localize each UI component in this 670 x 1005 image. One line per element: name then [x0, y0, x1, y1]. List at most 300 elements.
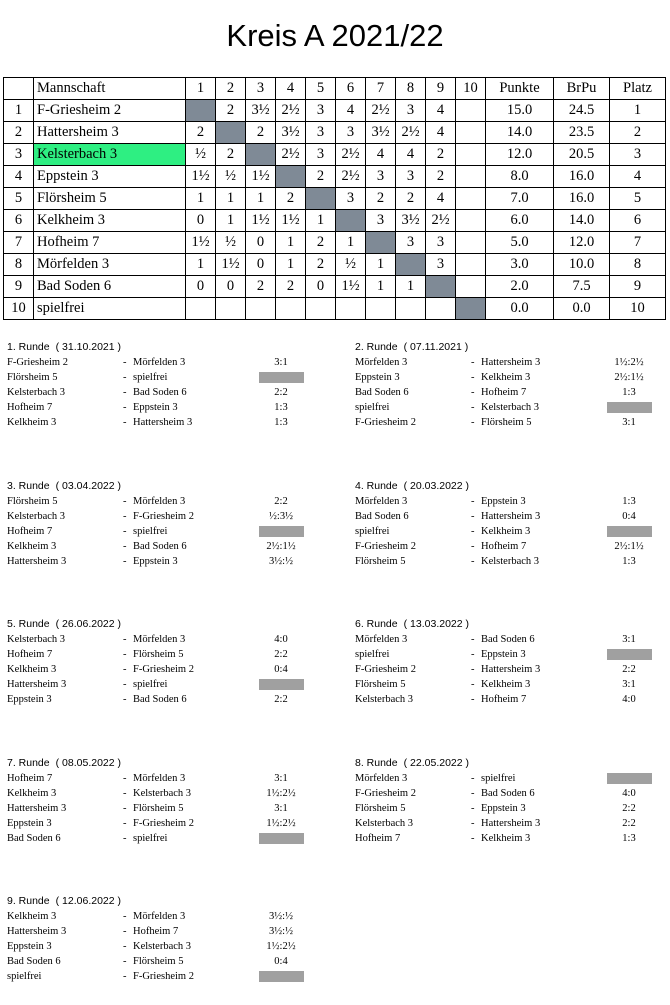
round-block: [355, 617, 665, 707]
game-row: [355, 509, 665, 524]
points-cell: 8.0: [486, 166, 554, 188]
board-points-cell: 12.0: [554, 232, 610, 254]
row-number: 6: [4, 210, 34, 232]
guest-team: Flörsheim 5: [133, 803, 184, 814]
score: 2:2: [274, 694, 288, 705]
bye-bar: [259, 526, 304, 537]
score: 0:4: [274, 956, 288, 967]
separator: -: [123, 694, 127, 705]
score: 2½:1½: [614, 541, 644, 552]
result-cell: 2½: [366, 100, 396, 122]
diagonal-cell: [186, 100, 216, 122]
score: 3½:½: [269, 911, 293, 922]
result-cell: [456, 166, 486, 188]
guest-team: Kelkheim 3: [481, 833, 531, 844]
game-row: [355, 539, 665, 554]
guest-team: Mörfelden 3: [133, 911, 186, 922]
round-date: ( 20.03.2022 ): [403, 480, 470, 492]
round-label: 2. Runde: [355, 341, 398, 353]
row-number: 4: [4, 166, 34, 188]
score: 3:1: [622, 634, 636, 645]
round-date: ( 22.05.2022 ): [403, 757, 470, 769]
home-team: F-Griesheim 2: [355, 664, 416, 675]
round-title: [355, 617, 665, 632]
round-label: 1. Runde: [7, 341, 50, 353]
page-title: Kreis A 2021/22: [226, 18, 444, 53]
separator: -: [123, 818, 127, 829]
result-cell: 4: [426, 188, 456, 210]
guest-team: Hofheim 7: [481, 694, 527, 705]
result-cell: [456, 232, 486, 254]
round-label: 5. Runde: [7, 618, 50, 630]
diagonal-cell: [426, 276, 456, 298]
header-cell: 4: [276, 78, 306, 100]
score: 4:0: [622, 694, 636, 705]
header-cell: 6: [336, 78, 366, 100]
result-cell: 1: [306, 210, 336, 232]
home-team: Kelkheim 3: [7, 541, 57, 552]
separator: -: [123, 634, 127, 645]
round-block: [7, 617, 317, 707]
game-row: [355, 786, 665, 801]
separator: -: [123, 541, 127, 552]
round-title: [355, 479, 665, 494]
points-cell: 2.0: [486, 276, 554, 298]
rank-cell: 3: [610, 144, 666, 166]
result-cell: 1: [216, 210, 246, 232]
round-block: [355, 479, 665, 569]
score: 3½:½: [269, 926, 293, 937]
header-cell: 5: [306, 78, 336, 100]
game-row: [355, 554, 665, 569]
result-cell: [336, 298, 366, 320]
result-cell: [396, 298, 426, 320]
result-cell: ½: [216, 232, 246, 254]
team-name: spielfrei: [34, 298, 186, 320]
result-cell: 4: [396, 144, 426, 166]
guest-team: Mörfelden 3: [133, 634, 186, 645]
round-date: ( 31.10.2021 ): [55, 341, 122, 353]
rank-cell: 8: [610, 254, 666, 276]
separator: -: [471, 694, 475, 705]
points-cell: 12.0: [486, 144, 554, 166]
separator: -: [123, 911, 127, 922]
header-cell: Punkte: [486, 78, 554, 100]
table-row: [4, 122, 666, 144]
header-cell: 10: [456, 78, 486, 100]
result-cell: [216, 298, 246, 320]
home-team: spielfrei: [7, 971, 42, 982]
header-cell: Mannschaft: [34, 78, 186, 100]
separator: -: [123, 941, 127, 952]
home-team: Hattersheim 3: [7, 803, 67, 814]
separator: -: [123, 788, 127, 799]
bye-bar: [607, 773, 652, 784]
points-cell: 3.0: [486, 254, 554, 276]
result-cell: 2: [426, 166, 456, 188]
score: 2:2: [622, 803, 636, 814]
guest-team: F-Griesheim 2: [133, 664, 194, 675]
result-cell: 1: [276, 254, 306, 276]
result-cell: 2: [246, 276, 276, 298]
game-row: [7, 554, 317, 569]
guest-team: Kelsterbach 3: [481, 402, 540, 413]
result-cell: 0: [306, 276, 336, 298]
rank-cell: 2: [610, 122, 666, 144]
table-row: [4, 276, 666, 298]
rank-cell: 5: [610, 188, 666, 210]
score: 3½:½: [269, 556, 293, 567]
result-cell: 3½: [276, 122, 306, 144]
separator: -: [471, 803, 475, 814]
result-cell: [426, 298, 456, 320]
result-cell: 0: [246, 232, 276, 254]
result-cell: 1: [186, 254, 216, 276]
score: 3:1: [274, 357, 288, 368]
game-row: [355, 524, 665, 539]
result-cell: 1: [246, 188, 276, 210]
home-team: Kelkheim 3: [7, 417, 57, 428]
bye-bar: [607, 649, 652, 660]
round-block: [7, 756, 317, 846]
result-cell: [276, 298, 306, 320]
game-row: [7, 662, 317, 677]
guest-team: Hattersheim 3: [133, 417, 193, 428]
home-team: spielfrei: [355, 649, 390, 660]
game-row: [7, 494, 317, 509]
separator: -: [471, 387, 475, 398]
rank-cell: 1: [610, 100, 666, 122]
score: 1:3: [622, 556, 636, 567]
round-label: 7. Runde: [7, 757, 50, 769]
home-team: Flörsheim 5: [7, 496, 58, 507]
diagonal-cell: [246, 144, 276, 166]
result-cell: 4: [336, 100, 366, 122]
bye-bar: [259, 372, 304, 383]
table-row: [4, 166, 666, 188]
round-title: [355, 340, 665, 355]
home-team: Bad Soden 6: [7, 833, 61, 844]
game-row: [7, 632, 317, 647]
result-cell: 1: [336, 232, 366, 254]
separator: -: [123, 357, 127, 368]
score: 3:1: [622, 417, 636, 428]
header-cell: [4, 78, 34, 100]
score: 1½:2½: [614, 357, 644, 368]
guest-team: Eppstein 3: [133, 556, 178, 567]
guest-team: Hofheim 7: [481, 387, 527, 398]
diagonal-cell: [366, 232, 396, 254]
result-cell: 3: [426, 254, 456, 276]
separator: -: [123, 649, 127, 660]
bye-bar: [607, 402, 652, 413]
row-number: 5: [4, 188, 34, 210]
separator: -: [471, 773, 475, 784]
home-team: F-Griesheim 2: [355, 788, 416, 799]
game-row: [7, 801, 317, 816]
result-cell: 2: [276, 188, 306, 210]
game-row: [355, 415, 665, 430]
guest-team: F-Griesheim 2: [133, 511, 194, 522]
result-cell: 3: [396, 100, 426, 122]
guest-team: Bad Soden 6: [481, 788, 535, 799]
guest-team: spielfrei: [133, 833, 168, 844]
round-date: ( 03.04.2022 ): [55, 480, 122, 492]
result-cell: 1: [186, 188, 216, 210]
row-number: 3: [4, 144, 34, 166]
round-title: [7, 340, 317, 355]
result-cell: 2½: [396, 122, 426, 144]
score: 1½:2½: [266, 941, 296, 952]
score: 2:2: [274, 387, 288, 398]
home-team: Bad Soden 6: [355, 387, 409, 398]
game-row: [355, 816, 665, 831]
result-cell: 2: [306, 232, 336, 254]
home-team: F-Griesheim 2: [355, 417, 416, 428]
team-name: F-Griesheim 2: [34, 100, 186, 122]
result-cell: 3: [366, 166, 396, 188]
result-cell: 1½: [276, 210, 306, 232]
separator: -: [471, 511, 475, 522]
round-block: [7, 894, 317, 984]
result-cell: 1½: [246, 210, 276, 232]
board-points-cell: 14.0: [554, 210, 610, 232]
result-cell: 3: [396, 232, 426, 254]
points-cell: 7.0: [486, 188, 554, 210]
home-team: Flörsheim 5: [355, 679, 406, 690]
team-name: Kelkheim 3: [34, 210, 186, 232]
table-row: [4, 100, 666, 122]
guest-team: Mörfelden 3: [133, 357, 186, 368]
result-cell: 2: [366, 188, 396, 210]
result-cell: 3: [396, 166, 426, 188]
game-row: [355, 801, 665, 816]
result-cell: 1: [216, 188, 246, 210]
crosstable: [3, 77, 666, 320]
round-date: ( 08.05.2022 ): [55, 757, 122, 769]
guest-team: Kelkheim 3: [481, 526, 531, 537]
board-points-cell: 16.0: [554, 166, 610, 188]
row-number: 10: [4, 298, 34, 320]
result-cell: ½: [216, 166, 246, 188]
result-cell: 1: [366, 254, 396, 276]
separator: -: [123, 556, 127, 567]
game-row: [355, 662, 665, 677]
game-row: [7, 539, 317, 554]
table-row: [4, 144, 666, 166]
home-team: Hofheim 7: [7, 402, 53, 413]
result-cell: [366, 298, 396, 320]
score: 2½:1½: [614, 372, 644, 383]
home-team: Hofheim 7: [7, 649, 53, 660]
round-label: 6. Runde: [355, 618, 398, 630]
guest-team: Mörfelden 3: [133, 496, 186, 507]
guest-team: Bad Soden 6: [133, 387, 187, 398]
separator: -: [123, 956, 127, 967]
table-row: [4, 298, 666, 320]
home-team: F-Griesheim 2: [7, 357, 68, 368]
score: 1½:2½: [266, 818, 296, 829]
result-cell: 2: [186, 122, 216, 144]
team-name: Eppstein 3: [34, 166, 186, 188]
separator: -: [471, 679, 475, 690]
rank-cell: 10: [610, 298, 666, 320]
separator: -: [123, 971, 127, 982]
team-name: Hattersheim 3: [34, 122, 186, 144]
team-name: Kelsterbach 3: [34, 144, 186, 166]
score: 1:3: [274, 402, 288, 413]
guest-team: Bad Soden 6: [481, 634, 535, 645]
points-cell: 14.0: [486, 122, 554, 144]
game-row: [355, 692, 665, 707]
board-points-cell: 0.0: [554, 298, 610, 320]
game-row: [7, 939, 317, 954]
rank-cell: 6: [610, 210, 666, 232]
result-cell: 1½: [246, 166, 276, 188]
guest-team: Kelsterbach 3: [133, 788, 192, 799]
result-cell: 2: [216, 100, 246, 122]
separator: -: [123, 496, 127, 507]
separator: -: [123, 803, 127, 814]
game-row: [7, 816, 317, 831]
guest-team: Hattersheim 3: [481, 511, 541, 522]
result-cell: 4: [426, 122, 456, 144]
separator: -: [471, 818, 475, 829]
round-block: [7, 479, 317, 569]
header-cell: 1: [186, 78, 216, 100]
score: 1:3: [274, 417, 288, 428]
home-team: Hattersheim 3: [7, 679, 67, 690]
result-cell: 1½: [336, 276, 366, 298]
guest-team: Kelkheim 3: [481, 372, 531, 383]
game-row: [7, 771, 317, 786]
header-cell: 2: [216, 78, 246, 100]
result-cell: 4: [366, 144, 396, 166]
result-cell: 2: [396, 188, 426, 210]
round-title: [355, 756, 665, 771]
guest-team: Bad Soden 6: [133, 541, 187, 552]
result-cell: [456, 188, 486, 210]
game-row: [355, 647, 665, 662]
game-row: [7, 831, 317, 846]
home-team: Eppstein 3: [7, 818, 52, 829]
score: 2½:1½: [266, 541, 296, 552]
header-cell: Platz: [610, 78, 666, 100]
result-cell: 3: [306, 144, 336, 166]
score: 2:2: [622, 818, 636, 829]
guest-team: Eppstein 3: [481, 803, 526, 814]
home-team: spielfrei: [355, 526, 390, 537]
separator: -: [471, 526, 475, 537]
guest-team: Hattersheim 3: [481, 357, 541, 368]
round-title: [7, 479, 317, 494]
guest-team: Eppstein 3: [133, 402, 178, 413]
team-name: Flörsheim 5: [34, 188, 186, 210]
points-cell: 15.0: [486, 100, 554, 122]
round-date: ( 13.03.2022 ): [403, 618, 470, 630]
separator: -: [471, 833, 475, 844]
game-row: [7, 355, 317, 370]
score: 3:1: [274, 773, 288, 784]
score: 4:0: [622, 788, 636, 799]
game-row: [355, 771, 665, 786]
separator: -: [471, 649, 475, 660]
bye-bar: [259, 833, 304, 844]
round-label: 9. Runde: [7, 895, 50, 907]
guest-team: Kelsterbach 3: [481, 556, 540, 567]
score: 0:4: [622, 511, 636, 522]
home-team: Eppstein 3: [7, 941, 52, 952]
home-team: Hofheim 7: [7, 526, 53, 537]
separator: -: [471, 402, 475, 413]
round-title: [7, 756, 317, 771]
header-cell: BrPu: [554, 78, 610, 100]
result-cell: 3½: [246, 100, 276, 122]
round-date: ( 07.11.2021 ): [403, 341, 469, 353]
game-row: [355, 677, 665, 692]
row-number: 2: [4, 122, 34, 144]
points-cell: 5.0: [486, 232, 554, 254]
result-cell: [456, 144, 486, 166]
separator: -: [123, 402, 127, 413]
board-points-cell: 7.5: [554, 276, 610, 298]
team-name: Mörfelden 3: [34, 254, 186, 276]
home-team: F-Griesheim 2: [355, 541, 416, 552]
guest-team: Eppstein 3: [481, 496, 526, 507]
home-team: Kelkheim 3: [7, 911, 57, 922]
result-cell: 0: [246, 254, 276, 276]
round-label: 4. Runde: [355, 480, 398, 492]
game-row: [7, 370, 317, 385]
result-cell: [306, 298, 336, 320]
round-title: [7, 617, 317, 632]
guest-team: Eppstein 3: [481, 649, 526, 660]
home-team: Kelsterbach 3: [355, 694, 414, 705]
separator: -: [471, 556, 475, 567]
score: 3:1: [622, 679, 636, 690]
diagonal-cell: [276, 166, 306, 188]
game-row: [7, 400, 317, 415]
guest-team: Flörsheim 5: [481, 417, 532, 428]
diagonal-cell: [216, 122, 246, 144]
home-team: Kelsterbach 3: [7, 387, 66, 398]
game-row: [7, 909, 317, 924]
result-cell: 3½: [366, 122, 396, 144]
score: 2:2: [274, 649, 288, 660]
guest-team: Bad Soden 6: [133, 694, 187, 705]
result-cell: 2½: [336, 166, 366, 188]
result-cell: 2: [216, 144, 246, 166]
result-cell: [456, 100, 486, 122]
result-cell: 2½: [426, 210, 456, 232]
home-team: Hofheim 7: [355, 833, 401, 844]
home-team: Bad Soden 6: [355, 511, 409, 522]
game-row: [355, 400, 665, 415]
home-team: spielfrei: [355, 402, 390, 413]
score: 1:3: [622, 496, 636, 507]
result-cell: 3: [426, 232, 456, 254]
header-cell: 3: [246, 78, 276, 100]
result-cell: [456, 122, 486, 144]
result-cell: 1: [366, 276, 396, 298]
result-cell: 4: [426, 100, 456, 122]
diagonal-cell: [336, 210, 366, 232]
round-date: ( 12.06.2022 ): [55, 895, 122, 907]
score: 1½:2½: [266, 788, 296, 799]
result-cell: ½: [186, 144, 216, 166]
score: 3:1: [274, 803, 288, 814]
guest-team: spielfrei: [133, 372, 168, 383]
